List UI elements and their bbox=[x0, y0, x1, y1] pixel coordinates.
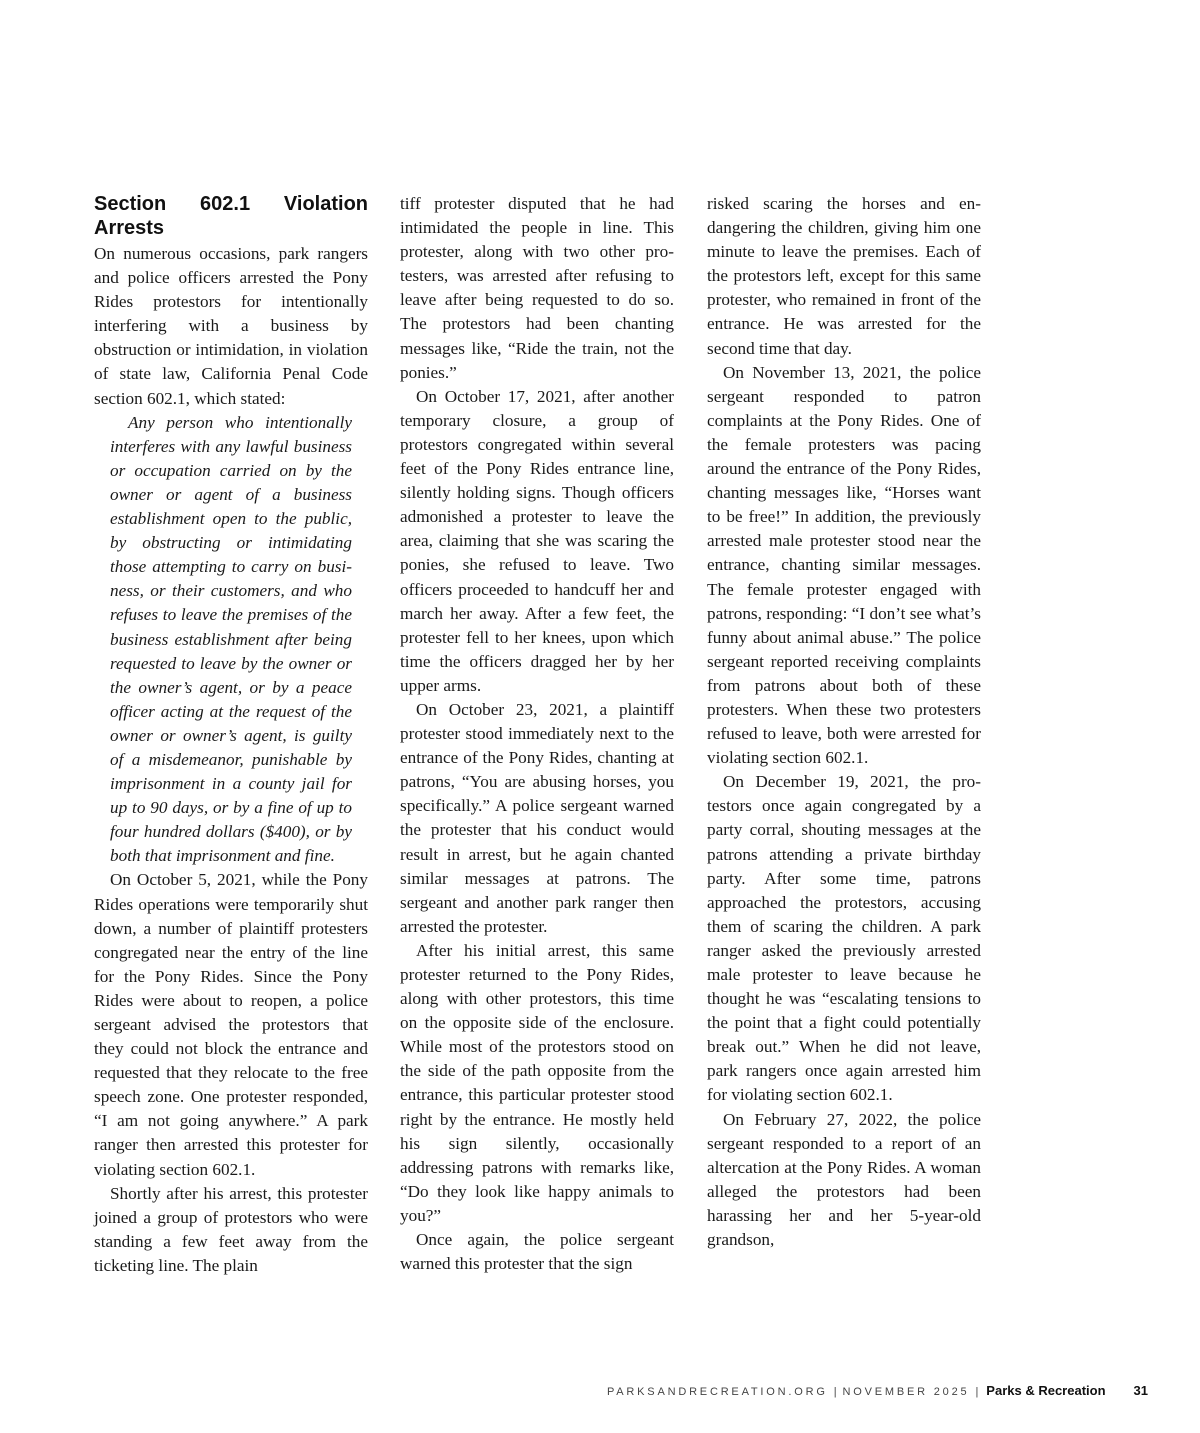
article-body bbox=[94, 192, 982, 1352]
footer-separator: | bbox=[833, 1386, 837, 1398]
paragraph-dec-19: On December 19, 2021, the protestors once again congregated by a party corral, shouting messages at the patrons attending a private birthday party. After some time, patrons approached the protestors, accusing them of scaring the children. A park ranger asked the previously arrested male protester to leave because he thought he was “escalating tensions to the point that a fight could potentially break out.” When he did not leave, park rangers once again arrested him for violating section 602.1. bbox=[707, 772, 981, 1105]
page-footer bbox=[607, 1383, 1148, 1398]
paragraph-shortly-after: Shortly after his arrest, this protester joined a group of protestors who were standing a few feet away from the ticketing line. The plain bbox=[94, 1183, 368, 1275]
column-3 bbox=[707, 192, 981, 1252]
footer-site: PARKSANDRECREATION.ORG bbox=[606, 1386, 828, 1398]
paragraph-continued-2: risked scaring the horses and endangering the children, giving him one minute to leave the premises. Each of the protestors left, except for this same protester, who remained in front of the entrance. He was arrested for the second time that day. bbox=[707, 194, 981, 358]
statute-quote-text: Any person who intentionally interferes with any lawful business or occupation carried on by the owner or agent of a business establishment open to the public, by obstructing or intimidating those attempting to carry on business, or their customers, and who refuses to leave the premises of the business establishment after being requested to leave by the owner or the owner’s agent, or by a peace officer acting at the request of the owner or owner’s agent, is guilty of a misdemeanor, punishable by imprisonment in a county jail for up to 90 days, or by a fine of up to four hundred dollars ($400), or by both that imprisonment and fine. bbox=[110, 412, 352, 866]
page-number: 31 bbox=[1133, 1383, 1148, 1398]
paragraph-once-again: Once again, the police sergeant warned this protester that the sign bbox=[400, 1230, 674, 1274]
paragraph-oct-23: On October 23, 2021, a plaintiff protester stood immediately next to the entrance of the Pony Rides, chanting at patrons, “You are abusing horses, you specifically.” A police sergeant warned the protester that his conduct would result in arrest, but he again chanted similar messages at patrons. The sergeant and another park ranger then arrested the protester. bbox=[400, 699, 674, 936]
paragraph-nov-13: On November 13, 2021, the police sergeant responded to patron complaints at the Pony Rides. One of the female protesters was pacing around the entrance of the Pony Rides, chanting messages like, “Horses want to be free!” In addition, the previously arrested male protester stood near the entrance, chanting similar messages. The female protester engaged with patrons, responding: “I don’t see what’s funny about animal abuse.” The police sergeant reported receiving complaints from patrons about both of these protesters. When these two protesters refused to leave, both were arrested for violating section 602.1. bbox=[707, 362, 981, 768]
statute-quote bbox=[110, 411, 352, 869]
paragraph-continued: tiff protester disputed that he had intimidated the people in line. This protester, along with two other protesters, was arrested after refusing to leave after being requested to do so. The protestors had been chanting messages like, “Ride the train, not the ponies.” bbox=[400, 194, 674, 382]
section-heading: Section 602.1 Violation Arrests bbox=[94, 193, 368, 239]
intro-paragraph: On numerous occasions, park rangers and police officers arrested the Pony Rides protestors for intentionally interfering with a business by obstruction or intimidation, in violation of state law, California Penal Code section 602.1, which stated: bbox=[94, 244, 368, 408]
paragraph-feb-27: On February 27, 2022, the police sergeant responded to a report of an altercation at the Pony Rides. A woman alleged the protestors had been harassing her and her 5-year-old grandson, bbox=[707, 1109, 981, 1250]
paragraph-after-arrest: After his initial arrest, this same protester returned to the Pony Rides, along with other protestors, this time on the opposite side of the enclosure. While most of the protestors stood on the side of the path opposite from the entrance, this particular protester stood right by the entrance. He mostly held his sign silently, occasionally addressing patrons with remarks like, “Do they look like happy animals to you?” bbox=[400, 940, 674, 1225]
paragraph-oct-5: On October 5, 2021, while the Pony Rides operations were temporarily shut down, a number of plaintiff protesters congregated near the entry of the line for the Pony Rides. Since the Pony Rides were about to reopen, a police sergeant advised the protestors that they could not block the entrance and requested that they relocate to the free speech zone. One protester responded, “I am not going anywhere.” A park ranger then arrested this protester for violating section 602.1. bbox=[94, 870, 368, 1179]
footer-magazine-name: Parks & Recreation bbox=[986, 1383, 1106, 1398]
column-1 bbox=[94, 192, 368, 1278]
footer-issue: NOVEMBER 2025 bbox=[842, 1386, 970, 1398]
column-2 bbox=[400, 192, 674, 1276]
paragraph-oct-17: On October 17, 2021, after another temporary closure, a group of protestors congregated within several feet of the Pony Rides entrance line, silently holding signs. Though officers admonished a protester to leave the area, claiming that she was scaring the ponies, she refused to leave. Two officers proceeded to handcuff her and march her away. After a few feet, the protester fell to her knees, upon which time the officers dragged her by her upper arms. bbox=[400, 386, 674, 695]
footer-separator-2: | bbox=[975, 1386, 979, 1398]
